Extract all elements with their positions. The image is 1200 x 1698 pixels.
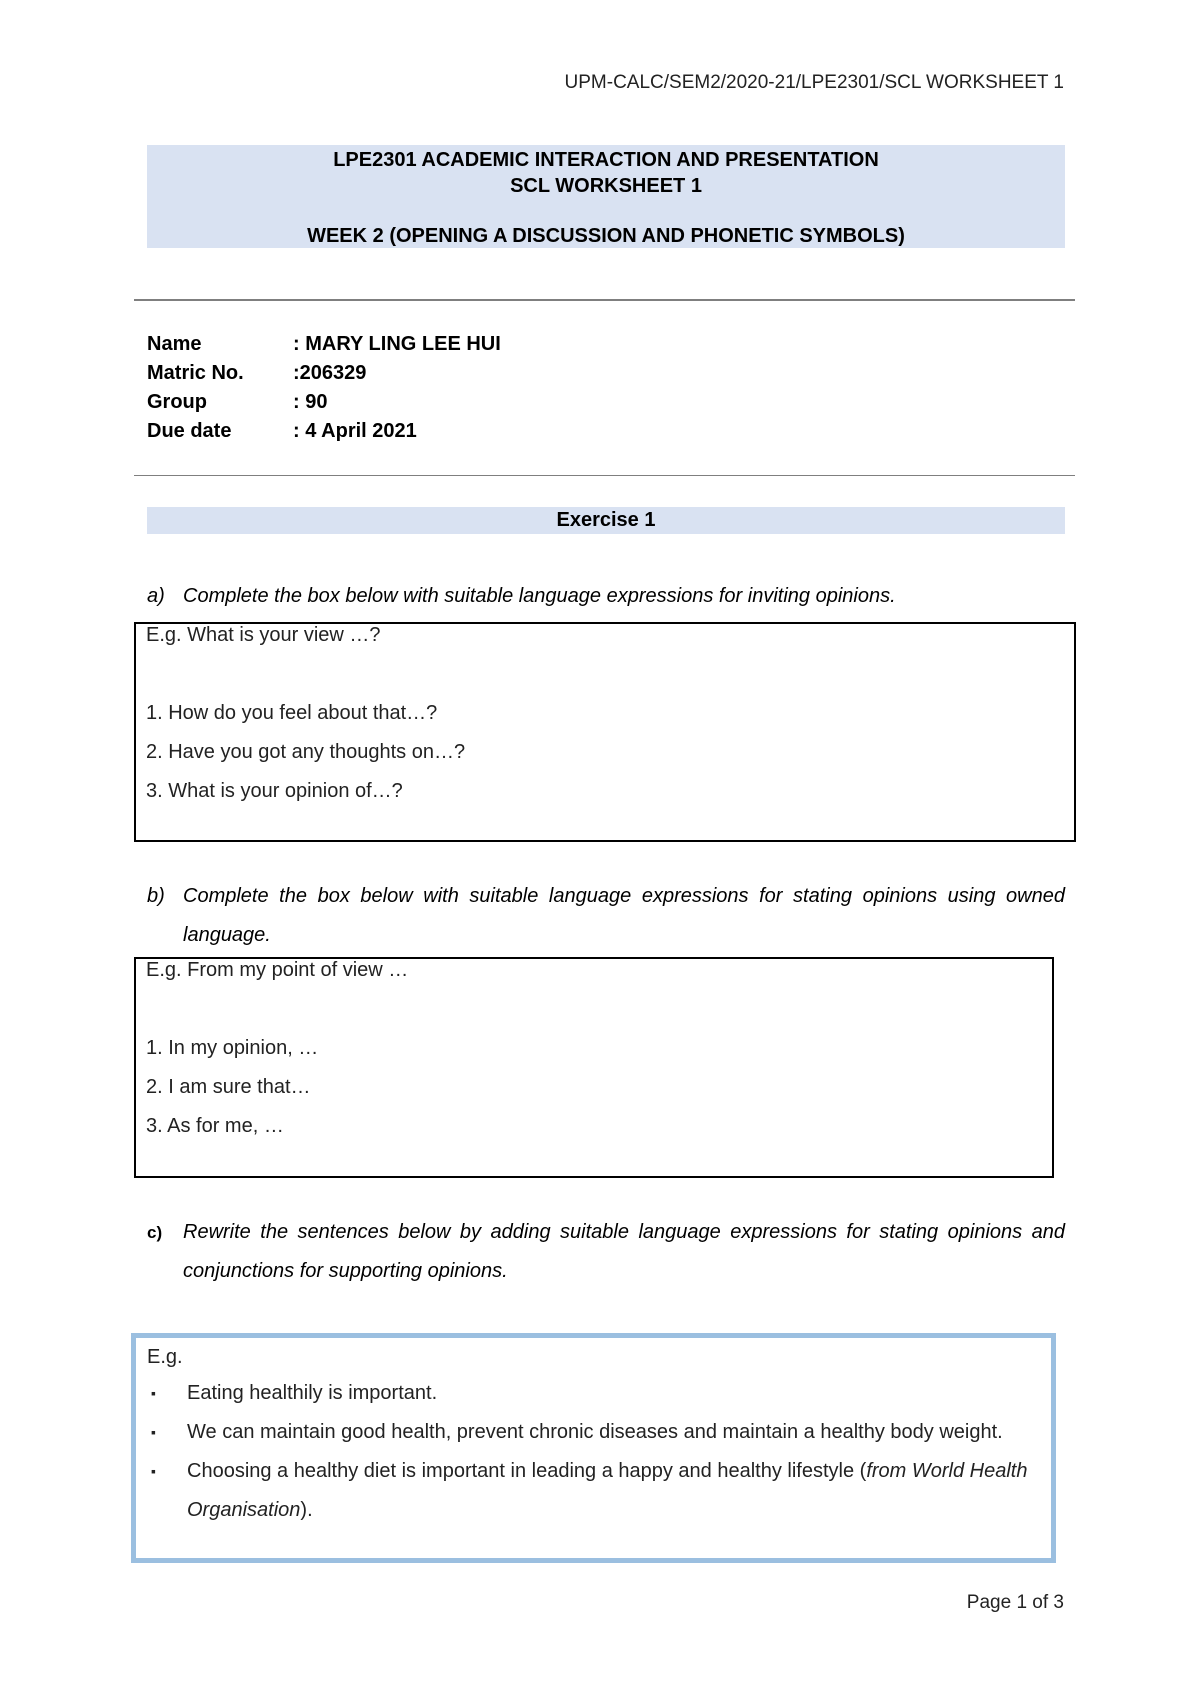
question-b bbox=[147, 877, 1065, 955]
title-block bbox=[147, 145, 1065, 248]
page-number: Page 1 of 3 bbox=[966, 1592, 1064, 1613]
answer-box-b bbox=[134, 957, 1054, 1178]
info-label: Name bbox=[147, 333, 202, 355]
question-text: Complete the box below with suitable language expressions for stating opinions using owned language. bbox=[183, 885, 1065, 946]
example-box-c bbox=[131, 1333, 1056, 1563]
question-a bbox=[147, 577, 1065, 616]
divider-top bbox=[134, 299, 1075, 301]
worksheet-title: SCL WORKSHEET 1 bbox=[510, 175, 702, 197]
list-item bbox=[147, 1374, 1037, 1413]
answer-line: 1. How do you feel about that…? bbox=[146, 702, 438, 724]
list-item bbox=[147, 1452, 1037, 1530]
info-value: : 90 bbox=[293, 391, 328, 413]
info-row-due-date bbox=[147, 417, 501, 446]
source-close: ). bbox=[300, 1499, 313, 1521]
divider-bottom bbox=[134, 475, 1075, 476]
list-item-text: We can maintain good health, prevent chronic diseases and maintain a healthy body weight. bbox=[187, 1421, 1003, 1443]
square-bullet-icon: ▪ bbox=[151, 1463, 156, 1479]
list-item bbox=[147, 1413, 1037, 1452]
student-info bbox=[147, 330, 501, 446]
answer-line: 2. I am sure that… bbox=[146, 1076, 311, 1098]
example-line: E.g. What is your view …? bbox=[146, 624, 381, 646]
question-label: c) bbox=[147, 1223, 163, 1242]
info-row-name bbox=[147, 330, 501, 359]
answer-line: 1. In my opinion, … bbox=[146, 1037, 319, 1059]
square-bullet-icon: ▪ bbox=[151, 1424, 156, 1440]
info-value: :206329 bbox=[293, 362, 367, 384]
question-c bbox=[147, 1213, 1065, 1291]
info-row-matric bbox=[147, 359, 501, 388]
answer-box-a bbox=[134, 622, 1076, 842]
list-item-text: Choosing a healthy diet is important in leading a happy and healthy lifestyle ( bbox=[187, 1460, 867, 1482]
answer-line: 3. What is your opinion of…? bbox=[146, 780, 403, 802]
info-value: : 4 April 2021 bbox=[293, 420, 417, 442]
source-citation: from World Health Organisation bbox=[187, 1460, 1028, 1521]
info-value: : MARY LING LEE HUI bbox=[293, 333, 501, 355]
info-label: Matric No. bbox=[147, 362, 244, 384]
question-label: b) bbox=[147, 885, 165, 907]
answer-line: 3. As for me, … bbox=[146, 1115, 284, 1137]
info-row-group bbox=[147, 388, 501, 417]
question-label: a) bbox=[147, 585, 165, 607]
info-label: Group bbox=[147, 391, 207, 413]
example-line: E.g. From my point of view … bbox=[146, 959, 409, 981]
answer-line: 2. Have you got any thoughts on…? bbox=[146, 741, 466, 763]
question-text: Rewrite the sentences below by adding suitable language expressions for stating opinions and conjunctions for supporting opinions. bbox=[183, 1221, 1065, 1282]
info-label: Due date bbox=[147, 420, 232, 442]
exercise-heading: Exercise 1 bbox=[147, 507, 1065, 534]
square-bullet-icon: ▪ bbox=[151, 1385, 156, 1401]
list-item-text: Eating healthily is important. bbox=[187, 1382, 438, 1404]
example-label: E.g. bbox=[147, 1346, 183, 1368]
example-list bbox=[147, 1374, 1037, 1530]
question-text: Complete the box below with suitable language expressions for inviting opinions. bbox=[183, 585, 896, 607]
week-title: WEEK 2 (OPENING A DISCUSSION AND PHONETIC SYMBOLS) bbox=[307, 225, 905, 247]
course-title: LPE2301 ACADEMIC INTERACTION AND PRESENTATION bbox=[333, 149, 879, 171]
document-reference-header: UPM-CALC/SEM2/2020-21/LPE2301/SCL WORKSHEET 1 bbox=[564, 72, 1064, 93]
